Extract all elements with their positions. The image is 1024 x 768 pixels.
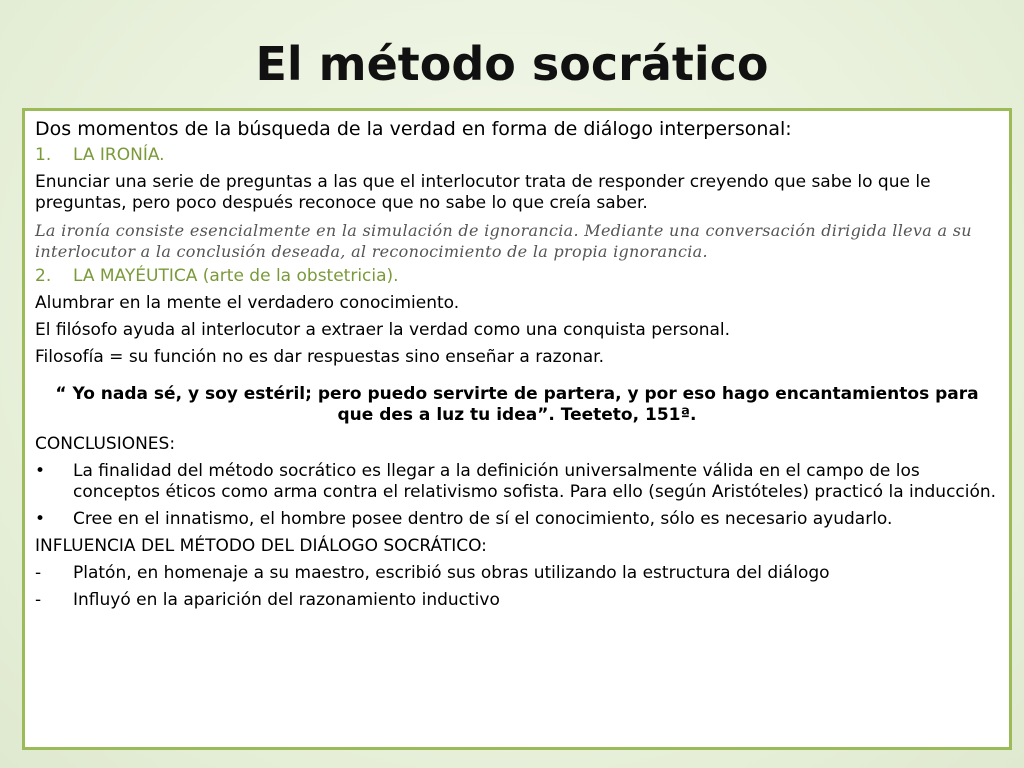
slide-title: El método socrático: [255, 37, 769, 91]
conclusion-text: La finalidad del método socrático es llegar a la definición universalmente válida en el campo de los conceptos éticos como arma contra el relativismo sofista. Para ello (según Aristóteles) practicó la inducción.: [73, 461, 997, 502]
teeteto-quote: “ Yo nada sé, y soy estéril; pero puedo servirte de partera, y por eso hago encantamientos para que des a luz tu idea”. Teeteto, 151ª.: [55, 384, 979, 425]
influence-text: Platón, en homenaje a su maestro, escribió sus obras utilizando la estructura del diálogo: [73, 563, 830, 583]
conclusion-item: [35, 509, 999, 530]
conclusions-heading: CONCLUSIONES:: [35, 434, 176, 454]
irony-description: Enunciar una serie de preguntas a las que el interlocutor trata de responder creyendo que sabe lo que le preguntas, pero poco después reconoce que no sabe lo que creía saber.: [35, 172, 931, 213]
bullet-icon: •: [35, 461, 46, 481]
dash-icon: -: [35, 563, 42, 583]
influence-item: [35, 590, 999, 611]
influence-heading: INFLUENCIA DEL MÉTODO DEL DIÁLOGO SOCRÁTICO:: [35, 536, 487, 556]
irony-handwritten-note: La ironía consiste esencialmente en la simulación de ignorancia. Mediante una conversación dirigida lleva a su interlocutor a la conclusión deseada, al reconocimiento de la propia ignorancia.: [35, 221, 972, 261]
mayeutics-line: Alumbrar en la mente el verdadero conocimiento.: [35, 293, 460, 313]
mayeutics-heading-label: LA MAYÉUTICA (arte de la obstetricia).: [73, 266, 399, 286]
irony-heading: [35, 145, 999, 166]
mayeutics-number: 2.: [35, 266, 52, 286]
conclusion-item: [35, 461, 999, 503]
mayeutics-line: Filosofía = su función no es dar respuestas sino enseñar a razonar.: [35, 347, 604, 367]
mayeutics-heading: [35, 266, 999, 287]
conclusion-text: Cree en el innatismo, el hombre posee dentro de sí el conocimiento, sólo es necesario ayudarlo.: [73, 509, 893, 529]
irony-number: 1.: [35, 145, 52, 165]
content-box: [22, 108, 1012, 750]
influence-item: [35, 563, 999, 584]
irony-heading-label: LA IRONÍA.: [73, 145, 165, 165]
influence-text: Influyó en la aparición del razonamiento inductivo: [73, 590, 500, 610]
mayeutics-line: El filósofo ayuda al interlocutor a extraer la verdad como una conquista personal.: [35, 320, 731, 340]
dash-icon: -: [35, 590, 42, 610]
bullet-icon: •: [35, 509, 46, 529]
intro-text: Dos momentos de la búsqueda de la verdad en forma de diálogo interpersonal:: [35, 118, 792, 140]
